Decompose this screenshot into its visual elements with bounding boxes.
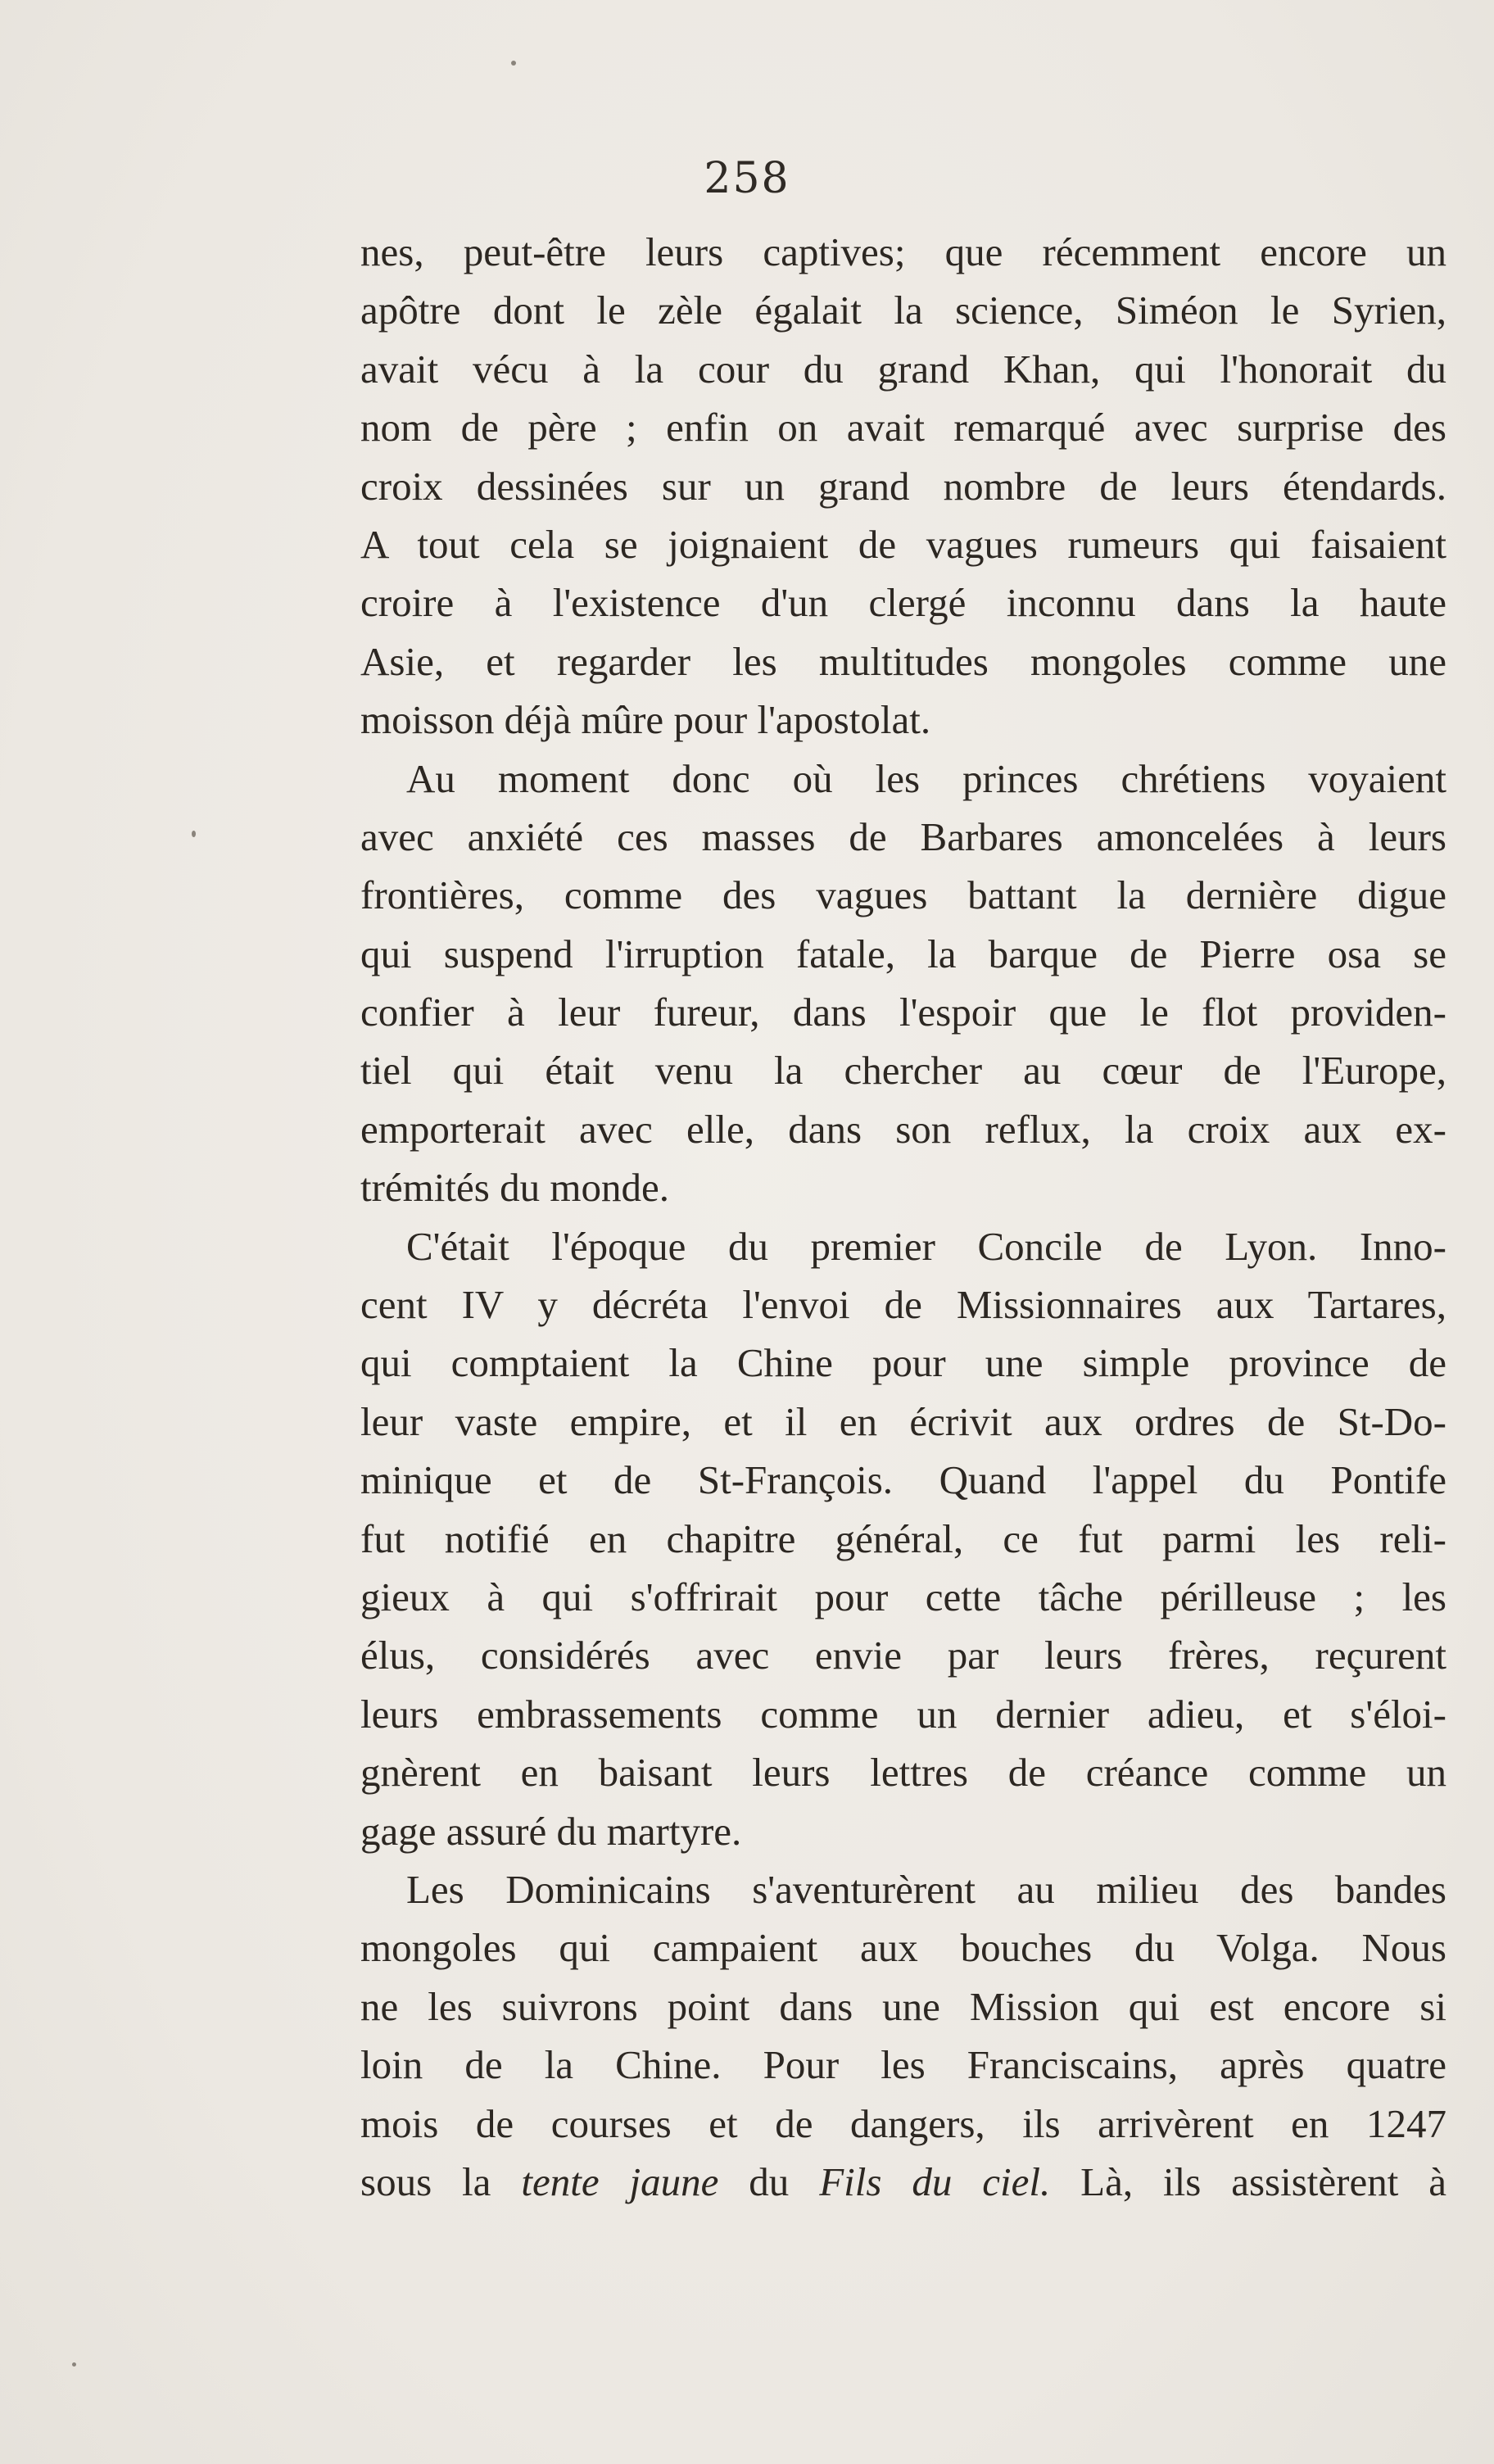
text-line: gnèrent en baisant leurs lettres de créance comme un bbox=[360, 1750, 1446, 1796]
paper-speck bbox=[511, 61, 516, 66]
text-line: apôtre dont le zèle égalait la science, Siméon le Syrien, bbox=[360, 288, 1446, 333]
text-line: loin de la Chine. Pour les Franciscains, après quatre bbox=[360, 2042, 1446, 2088]
text-line-paragraph-end: moisson déjà mûre pour l'apostolat. bbox=[360, 697, 931, 743]
text-line: minique et de St-François. Quand l'appel du Pontife bbox=[360, 1457, 1446, 1503]
text-line: confier à leur fureur, dans l'espoir que le flot providen- bbox=[360, 990, 1446, 1035]
text-line: qui suspend l'irruption fatale, la barque de Pierre osa se bbox=[360, 931, 1446, 976]
text-line: ne les suivrons point dans une Mission qui est encore si bbox=[360, 1983, 1446, 2029]
text-line-paragraph-start: Au moment donc où les princes chrétiens voyaient bbox=[406, 755, 1446, 801]
final-line-text: Là, ils assistèrent à bbox=[1050, 2158, 1447, 2204]
text-line: gieux à qui s'offrirait pour cette tâche périlleuse ; les bbox=[360, 1574, 1446, 1619]
paper-speck bbox=[192, 831, 196, 837]
text-line: tiel qui était venu la chercher au cœur de l'Europe, bbox=[360, 1048, 1446, 1094]
text-line: croix dessinées sur un grand nombre de leurs étendards. bbox=[360, 463, 1446, 509]
final-line-text: du bbox=[718, 2158, 820, 2204]
text-line: mongoles qui campaient aux bouches du Volga. Nous bbox=[360, 1925, 1446, 1971]
italic-phrase: Fils du ciel. bbox=[819, 2158, 1051, 2204]
text-line: qui comptaient la Chine pour une simple province de bbox=[360, 1340, 1446, 1386]
paper-speck bbox=[72, 2362, 76, 2367]
italic-phrase: tente jaune bbox=[521, 2158, 719, 2204]
text-line: mois de courses et de dangers, ils arrivèrent en 1247 bbox=[360, 2100, 1446, 2146]
page-number: 258 bbox=[704, 154, 790, 203]
text-line: nes, peut-être leurs captives; que récemment encore un bbox=[360, 229, 1446, 274]
text-line: avait vécu à la cour du grand Khan, qui l'honorait du bbox=[360, 346, 1446, 392]
text-line-paragraph-start: C'était l'époque du premier Concile de Lyon. Inno- bbox=[406, 1223, 1446, 1269]
text-line: nom de père ; enfin on avait remarqué avec surprise des bbox=[360, 405, 1446, 451]
text-line-paragraph-end: trémités du monde. bbox=[360, 1165, 669, 1211]
final-line-text: sous la bbox=[360, 2158, 522, 2204]
text-line-paragraph-end: gage assuré du martyre. bbox=[360, 1808, 742, 1854]
text-line: élus, considérés avec envie par leurs frères, reçurent bbox=[360, 1633, 1446, 1678]
text-line: emporterait avec elle, dans son reflux, la croix aux ex- bbox=[360, 1106, 1446, 1152]
text-line: frontières, comme des vagues battant la dernière digue bbox=[360, 872, 1446, 918]
text-line-final bbox=[360, 2153, 1446, 2211]
text-line: leurs embrassements comme un dernier adieu, et s'éloi- bbox=[360, 1691, 1446, 1737]
text-line: croire à l'existence d'un clergé inconnu dans la haute bbox=[360, 580, 1446, 626]
text-line: fut notifié en chapitre général, ce fut parmi les reli- bbox=[360, 1515, 1446, 1561]
body-text bbox=[360, 223, 1446, 2211]
text-line: cent IV y décréta l'envoi de Missionnaires aux Tartares, bbox=[360, 1282, 1446, 1328]
text-line: Asie, et regarder les multitudes mongoles comme une bbox=[360, 638, 1446, 684]
text-line-paragraph-start: Les Dominicains s'aventurèrent au milieu des bandes bbox=[406, 1866, 1446, 1912]
text-line: leur vaste empire, et il en écrivit aux ordres de St-Do- bbox=[360, 1398, 1446, 1444]
text-line: A tout cela se joignaient de vagues rumeurs qui faisaient bbox=[360, 521, 1446, 567]
text-line: avec anxiété ces masses de Barbares amoncelées à leurs bbox=[360, 813, 1446, 859]
